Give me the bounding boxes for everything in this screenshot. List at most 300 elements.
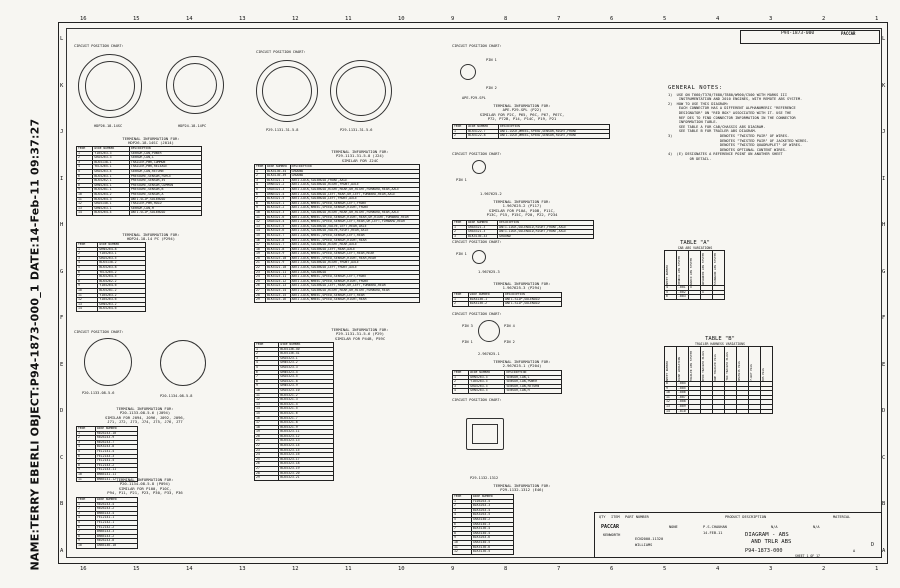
table-cell: 13 [77,302,98,307]
grid-row-letter: D [882,408,886,415]
table-cell: GROUND [290,169,419,174]
table-cell: SENSOR,CAN,RETURN [129,169,201,174]
table-cell: ANTI-SLIP,SOLENOID [504,297,562,302]
table-cell: -008 [677,400,689,405]
table-cell: -001 [677,286,689,291]
table-cell: BLK5321-5 [279,407,334,412]
table-cell: BLK5263-4 [471,508,513,513]
grid-column-number: 2 [822,16,826,22]
table-cell: 3 [453,508,472,513]
table-cell: 9 [665,386,677,391]
table-row [77,543,138,548]
table-cell: BLK5264-3 [93,197,129,202]
table-cell: BLK5243-8 [95,445,137,450]
table-cell: 1 [255,347,279,352]
table-cell: 6 [77,525,96,530]
table-cell: YEL2141-1 [95,516,137,521]
pin-label: PIN 2 [486,86,497,90]
table-cell: 3 [77,440,96,445]
table-cell: 7 [77,275,98,280]
table-cell: YEL2142-1 [95,520,137,525]
table-cell: ORN5323-4 [279,370,334,375]
column-header: TERM [77,498,96,503]
table-cell: 14 [77,307,98,312]
table-cell: BLK5323-16 [279,453,334,458]
table-cell: BLK5122-7 [467,129,499,134]
table-cell [713,409,725,414]
table-cell: BLK5321-7 [266,243,291,248]
table-cell: 26 [255,462,279,467]
table-cell: 5 [453,517,472,522]
table-cell: BLK5323-11 [266,275,291,280]
grid-row-letter: B [882,501,886,508]
note-line: SEE TABLE A FOR CAB/CHASSIS ABS DIAGRAM. [668,124,766,129]
table-cell: BRN5143-4 [95,511,137,516]
table-cell: 27 [255,467,279,472]
table-cell: 1 [77,151,93,156]
table-cell: 2 [255,174,266,179]
table-cell: GRA5321-3 [266,187,291,192]
table-cell: 2 [77,436,96,441]
note-line: 1) USE ON T660/T370/T680/T880/W900/C500 WITH MARKS III [668,92,787,97]
grid-column-number: 4 [716,16,720,22]
drawing-title: AND TRLR ABS [751,539,792,545]
grid-column-number: 12 [292,16,299,22]
pin-label: PIN 4 [504,324,515,328]
table-cell: BLK5236-2 [468,302,503,307]
table-cell: -003 [677,295,689,300]
table-cell: ANTI-LOCK,SOLENOID [290,270,419,275]
grid-column-number: 2 [822,566,826,572]
table-row [255,298,420,303]
table-cell: YEL2141-4 [95,459,137,464]
table-cell: ANTI-LOCK,WHEEL,SPEED,SENSOR,RIGHT,REAR,OR,RIGHT,FORWARD,REAR [290,215,419,220]
table-cell: 3 [453,234,467,239]
table-cell: BLK5263-3 [471,504,513,509]
table-cell: 6 [255,192,266,197]
table-cell: 4 [453,389,469,394]
table-cell: GRA5323-1 [279,356,334,361]
table-cell: 14 [255,229,266,234]
table-cell: 11 [255,393,279,398]
column-header: TERM [453,125,467,130]
terminal-table [452,220,594,239]
table-cell: 22 [255,444,279,449]
table-cell: 5 [255,365,279,370]
table-cell: BLK5321-10 [266,266,291,271]
table-cell: 4 [77,261,98,266]
table-cell: 11 [665,395,677,400]
table-cell: 2 [453,380,469,385]
table-cell: ANTI-LOCK,WHEEL,SPEED,SENSOR,LEFT,REAR,OR,LEFT,FORWARD,REAR [290,220,419,225]
table-cell: 8 [77,463,96,468]
table-cell: 9 [453,536,472,541]
table-cell [701,295,713,300]
table-cell: Y105263-6 [98,298,146,303]
table-cell: ANTI-LOCK,WHEEL,SPEED,SENSOR,RIGHT,REAR [290,298,419,303]
table-row [665,295,725,300]
table-cell: 6 [77,174,93,179]
connector-label: HDP26-18-14SC [94,124,123,128]
note-line: INFORMATION TABLE. [668,120,718,125]
table-row [453,389,562,394]
column-header: TERM [453,495,472,500]
note-line: 4) (E) DESIGNATES A REFERENCE POINT ON ANOTHER SHEET [668,152,783,157]
table-cell: RED5243-4 [95,502,137,507]
file-stamp: NAME:TERRY EBERLI OBJECT:P94-1873-000_1 DATE:14-Feb-11 09:37:27 [28,118,42,571]
title-block: QTY ITEM PART NUMBER PRODUCT DESCRIPTION MATERIAL PACCAR KENWORTH NONE P.S.CHAUHAN 14-FEB-11 N/A N/A ECN2000-11320 WILLIAMS DIAGRAM - ABS AND TRLR ABS P94-1873-000 A SHEET 1 OF 17 D [594,512,882,558]
table-cell: BLK5263-5 [471,513,513,518]
table-cell: 11 [255,215,266,220]
table-row [453,234,594,239]
connector-hdp26 [78,54,142,118]
column-header: WIRE NUMBER [466,221,497,226]
table-cell: 6 [255,370,279,375]
table-cell: ANTI-LOCK,WHEEL,SPEED,SENSOR,RIGHT,REAR [290,238,419,243]
table-cell: SENSOR,CAN,RETURN [505,384,562,389]
terminal-info-title: TERMINAL INFORMATION FOR: P29-1131-31-5-6 (P29) SIMILAR FOR P44B, P59C [331,327,389,341]
grid-column-number: 1 [875,16,879,22]
note-line: 2) HOW TO USE THIS DIAGRAM: [668,101,729,106]
table-cell: BLK5321-5 [266,197,291,202]
table-cell: ORN5323-9 [279,384,334,389]
column-header: DASH VARIATION [677,347,689,382]
table-cell: 10 [77,288,98,293]
table-cell: 1 [77,247,98,252]
table-cell: 1 [453,297,469,302]
table-cell: 12 [77,298,98,303]
table-cell: 1 [77,502,96,507]
table-cell: 6 [77,454,96,459]
grid-column-number: 9 [451,566,455,572]
table-cell: SENSOR,CAN,L [129,156,201,161]
table-cell: 26 [255,284,266,289]
column-header: DESCRIPTION [129,147,201,152]
table-cell: GRN5263-1 [93,206,129,211]
table-cell: 9 [255,384,279,389]
table-cell: BLK5323-12 [266,279,291,284]
table-cell: SENSOR,CAN,POWER [505,380,562,385]
table-cell: ANTI-LOCK,WHEEL,SPEED,SENSOR,RIGHT,FRONT [499,134,610,139]
grid-row-letter: K [882,82,886,89]
table-cell: 5 [77,265,98,270]
grid-row-letter: F [882,315,886,322]
terminal-info-title: TERMINAL INFORMATION FOR: APE-P29-SPL (P22) SIMILAR FOR P2C, P65, P6C, P67, P67C, P72, P72B, P14, P14C, P19, P21 [479,103,565,122]
table-cell: -009 [677,404,689,409]
table-cell: 28 [255,471,279,476]
table-cell: 14 [255,407,279,412]
grid-row-letter: K [60,82,64,89]
grid-row-letter: H [60,222,64,229]
table-cell: 17 [255,243,266,248]
table-cell: ORN5321-2 [266,183,291,188]
chart-label: CIRCUIT POSITION CHART: [452,240,502,244]
table-cell: BLK5323-11 [279,430,334,435]
table-cell: ANTI-LOCK,WHEEL,SPEED,SENSOR,LEFT,REAR [290,233,419,238]
pin-label: PIN 3 [462,324,473,328]
table-cell: ANTI-SLIP,SOLENOID [129,197,201,202]
table-cell: 5 [77,520,96,525]
table-cell: BLK5321-8 [279,421,334,426]
table-cell: 8 [453,531,472,536]
table-cell: BRN5143-2 [95,534,137,539]
table-cell: RED5243-9 [95,436,137,441]
table-cell: YEL2142-2 [95,525,137,530]
table-cell [701,409,713,414]
table-cell: GRN5263-2 [98,302,146,307]
table-cell: 18 [255,425,279,430]
connector-p29-1132 [466,418,504,450]
table-cell: BLK5136-5 [471,550,513,555]
table-cell: 4 [255,183,266,188]
connector-label: P29-1131-31-5-8 [266,128,299,132]
table-cell: BLK5136-4 [471,527,513,532]
table-cell: ANTI-LOCK,WHEEL,SPEED,SENSOR,LEFT,REAR,REAR [290,252,419,257]
table-cell: TRAILER,PWR,COMMON [129,160,201,165]
table-cell: 11 [453,545,472,550]
table-cell: BLK5323-14 [279,444,334,449]
table-cell: 7 [77,459,96,464]
table-cell: BLK5136-33 [466,234,497,239]
table-cell: 3 [255,178,266,183]
note-line: INSTRUMENTATION AND 2010 ENGINES, WITH REMOTE ABS SYSTEM. [668,97,803,102]
table-cell: 2 [453,504,472,509]
connector-p20-1134 [160,340,206,386]
grid-column-number: 14 [186,566,193,572]
table-cell: ANTI-LOCK,SOLENOID,RIGHT,FRONT,AXLE [290,261,419,266]
connector-label: P20-1133-08-5-6 [82,391,115,395]
table-cell: 10 [77,472,96,477]
column-header: SHEET NUMBER [665,347,677,382]
connector-hdp24 [166,56,224,114]
table-cell: BLK5323-3 [266,210,291,215]
column-header: WIRE NUMBER [98,243,146,248]
table-cell: ANTI-LOCK,SOLENOID,LEFT,FRONT,AXLE [290,266,419,271]
table-cell: GRA5263-3 [93,156,129,161]
terminal-info-title: TERMINAL INFORMATION FOR: 1-967625-3 (P294) [493,281,551,291]
table-cell: BLK5201-2 [98,288,146,293]
connector-label: P29-1131-31-5-6 [340,128,373,132]
table-cell: 21 [255,439,279,444]
table-cell: 1 [453,375,469,380]
table-cell: ANTI-LOCK,SOLENOID,VALVE,LEFT,REAR,AXLE [290,224,419,229]
note-line: 3) DENOTES "TWISTED PAIR" OF WIRES. [668,133,790,138]
connector-1-967625-3 [472,250,486,264]
column-header: TERM [453,371,469,376]
table-cell: BLK5264-5 [98,275,146,280]
table-row [453,302,562,307]
table-cell: BLK5136-41 [279,352,334,357]
terminal-table [452,370,562,394]
note-line: EACH CONNECTOR HAS A DIFFERENT ALPHANUMERIC "REFERENCE [668,106,796,111]
column-header: DESCRIPTION [505,371,562,376]
table-cell: 7 [255,197,266,202]
table-cell: BLK5323-9 [266,252,291,257]
table-cell: 25 [255,457,279,462]
table-cell: 29 [255,476,279,481]
connector-ape-p29 [460,64,476,80]
note-line: DENOTES "TWISTED PAIR" OF JACKETED WIRES. [668,138,809,143]
table-cell: ANTI-LOCK,WHEEL,SPEED,SENSOR,RIGHT,REAR,REAR [290,256,419,261]
grid-column-number: 9 [451,16,455,22]
column-header: WIRE NUMBER [95,427,137,432]
table-cell: BLK5263-8 [98,265,146,270]
grid-column-number: 6 [610,566,614,572]
table-cell: YEL5265-1 [93,165,129,170]
table-cell: BLK5323-1 [266,201,291,206]
column-header: WABCO ABS SYSTEM [689,251,701,286]
table-cell: ANTI-LOCK,SOLENOID,RIGHT,FRONT,AXLE [498,225,594,230]
table-cell: BLK5321-1 [266,178,291,183]
table-cell: 1 [453,499,472,504]
table-cell: PRESSURE,SENSOR,COMMON [129,183,201,188]
grid-column-number: 16 [80,16,87,22]
grid-column-number: 5 [663,16,667,22]
connector-2-967625-1 [478,320,500,342]
table-cell: 24 [255,275,266,280]
pin-label: PIN 1 [456,252,467,256]
table-cell: 2 [77,252,98,257]
chart-label: CIRCUIT POSITION CHART: [74,330,124,334]
column-header: WIRE NUMBER [467,125,499,130]
table-cell: BLK5321-6 [266,215,291,220]
table-cell: RED5243-2 [95,507,137,512]
table-cell: ANTI-LOCK,SOLENOID,LEFT,REAR,OR,LEFT,FORWARD,REAR,AXLE [290,192,419,197]
table-cell: BLK5201-1 [93,188,129,193]
table-cell: 15 [255,411,279,416]
table-cell: 7 [77,530,96,535]
table-cell: 10 [255,388,279,393]
table-cell: 4 [255,361,279,366]
table-cell: 2 [453,302,469,307]
table-cell [737,409,749,414]
grid-column-number: 4 [716,566,720,572]
table-cell: BLK5323-12 [279,434,334,439]
table-cell: 25 [255,279,266,284]
table-cell: BLK5323-15 [279,448,334,453]
table-cell: ANTI-LOCK,WHEEL,SPEED,SENSOR,LEFT,FRONT [290,275,419,280]
chart-label: CIRCUIT POSITION CHART: [452,312,502,316]
table-cell: BLK5323-5 [266,224,291,229]
table-cell: 13 [255,224,266,229]
connector-label: P29-1132-1312 [470,476,499,480]
table-cell: GRA5140-4 [471,531,513,536]
table-cell: GRA5323-4 [266,220,291,225]
grid-row-letter: F [60,315,64,322]
column-header: TERM [453,221,467,226]
column-header: DESCRIPTION [290,165,419,170]
table-cell: 22 [255,266,266,271]
table-cell: YEL2143-11 [95,468,137,473]
table-cell: 9 [77,468,96,473]
note-line: DENOTES "TWISTED QUADRUPLET" OF WIRES. [668,143,803,148]
grid-row-letter: G [60,268,64,275]
table-cell: BLK5122-8 [467,134,499,139]
table-a: TABLE "A" CAB ABS VARIATIONS SHEET NUMBER BENDIX ABS SYSTEM WABCO ABS SYSTEM ADVANCED ABS SYSTEM STANDARD ABS SYSTEM 4 -001 X 5 -002 X 6 -003 [664,240,726,300]
table-cell: SENSOR,CAN,H [129,206,201,211]
grid-column-number: 7 [557,566,561,572]
chart-label: CIRCUIT POSITION CHART: [452,44,502,48]
table-cell: BLK5323-18 [279,462,334,467]
connector-1-967625-2 [472,160,486,174]
table-cell: 2 [77,156,93,161]
table-cell: 8 [255,379,279,384]
table-cell: GRA5323-5 [279,375,334,380]
table-cell: ORN5264-8 [98,247,146,252]
table-cell: 17 [255,421,279,426]
table-cell: 8 [255,201,266,206]
connector-p29-8 [256,60,318,122]
table-row [77,211,202,216]
table-cell: BRN5141-11 [95,472,137,477]
table-cell: GRA5140-1 [93,202,129,207]
table-cell: BLK5321-9 [279,425,334,430]
column-header: DESCRIPTION [504,293,562,298]
column-header: TERM [255,343,279,348]
table-cell: ANTI-LOCK,SOLENOID,RIGHT,FRONT,AXLE [498,230,594,235]
grid-column-number: 16 [80,566,87,572]
column-header: ADVANCED ABS SYSTEM [701,251,713,286]
grid-row-letter: C [882,454,886,461]
table-cell: 16 [255,238,266,243]
table-cell: YEL2143-3 [95,454,137,459]
table-cell: BLK5323-14 [266,289,291,294]
table-cell: BLK5323-2 [266,206,291,211]
table-cell: 12 [665,400,677,405]
table-cell: 4 [665,286,677,291]
pin-label: PIN 1 [486,58,497,62]
terminal-table [452,124,610,139]
table-cell: BLK5323-16 [266,298,291,303]
table-cell: BLK5321-3 [279,398,334,403]
table-cell: BLK5323-15 [266,293,291,298]
table-cell: 24 [255,453,279,458]
table-cell: 14 [77,211,93,216]
table-cell: 10 [77,543,96,548]
drawing-title: DIAGRAM - ABS [745,532,789,538]
table-cell: 4 [453,513,472,518]
table-cell: Y105264-6 [98,284,146,289]
table-cell: X [689,286,701,291]
connector-label: 1-967625-2 [480,192,502,196]
table-cell: BLK5263-1 [93,174,129,179]
terminal-info-title: TERMINAL INFORMATION FOR: P29-1132-1312 (E46) [493,483,551,493]
table-cell: ORN5264-1 [93,183,129,188]
table-cell: 29 [255,298,266,303]
table-cell: BLK5138-1 [93,160,129,165]
table-cell: 23 [255,270,266,275]
table-cell: TRAILER,PWR,RELEASE [129,165,201,170]
terminal-info-title: TERMINAL INFORMATION FOR: HDP26-18-14SC (J014) [122,136,180,146]
grid-column-number: 1 [875,566,879,572]
grid-column-number: 13 [239,566,246,572]
table-b: TABLE "B" TRAILER HARNESS VARIATIONS SHEET NUMBER DASH VARIATION TRAILER ABS SYSTEM ZERO TRAILER PLUGS ONE TRAILER PLUG TWO TRAILER PLUGS CHASSIS PLUG 7-WAY PLUG ABS PLUG 8 -004 9 -005 10 -006 11 -007 12 -008 13 -009 14 -010 [664,336,776,414]
pin-label: PIN 2 [504,340,515,344]
connector-p20-1133 [84,338,132,386]
table-cell: 3 [255,356,279,361]
grid-column-number: 5 [663,566,667,572]
table-cell: YEL5265-2 [98,270,146,275]
table-cell: BLK5262-1 [93,179,129,184]
table-cell: BLK5323-6 [266,229,291,234]
table-cell [749,409,761,414]
table-cell [689,295,701,300]
table-cell: GRA5263-3 [469,384,505,389]
chart-label: CIRCUIT POSITION CHART: [256,50,306,54]
column-header: WIRE NUMBER [93,147,129,152]
table-cell: GRN5263-3 [469,389,505,394]
grid-row-letter: A [882,548,886,554]
